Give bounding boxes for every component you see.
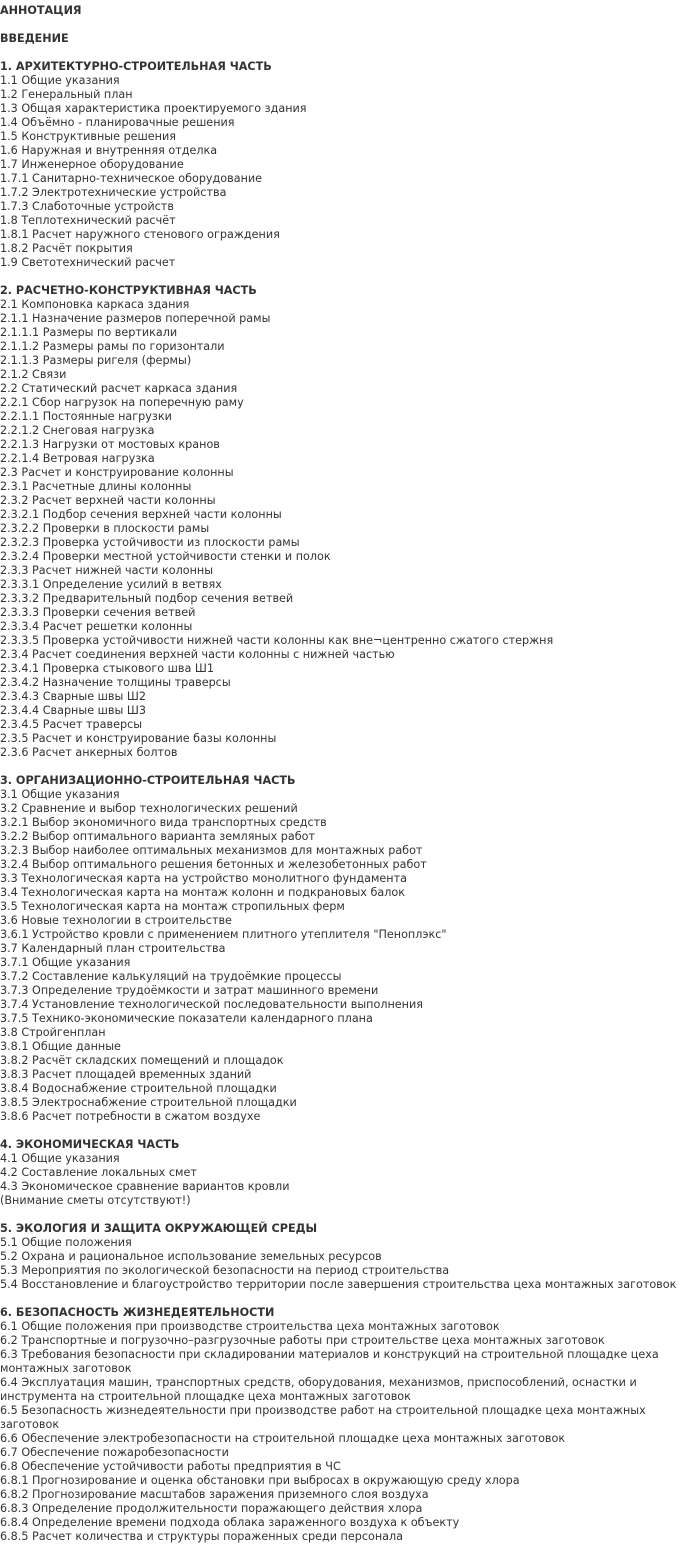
- toc-item: 2.1.1.2 Размеры рамы по горизонтали: [0, 340, 225, 353]
- toc-item: 3.7.2 Составление калькуляций на трудоёмкие процессы: [0, 970, 342, 983]
- toc-item: 2.1.1.1 Размеры по вертикали: [0, 326, 178, 339]
- toc-item: 2.1.1.3 Размеры ригеля (фермы): [0, 354, 192, 367]
- spacer: [0, 18, 700, 32]
- toc-item: (Внимание сметы отсутствуют!): [0, 1194, 191, 1207]
- toc-item: 3.1 Общие указания: [0, 788, 120, 801]
- toc-item: 1.7 Инженерное оборудование: [0, 158, 184, 171]
- toc-item: 3.5 Технологическая карта на монтаж стропильных ферм: [0, 900, 345, 913]
- toc-item: 6.8.2 Прогнозирование масштабов заражения приземного слоя воздуха: [0, 1488, 429, 1501]
- toc-item: 2.3.3.5 Проверка устойчивости нижней части колонны как вне¬центренно сжатого стержня: [0, 634, 554, 647]
- toc-item: 2.2.1.4 Ветровая нагрузка: [0, 452, 155, 465]
- toc-item: 4.1 Общие указания: [0, 1152, 120, 1165]
- toc-section: [0, 60, 700, 270]
- toc-item: 2.3.3.2 Предварительный подбор сечения ветвей: [0, 592, 294, 605]
- toc-item: 3.2.4 Выбор оптимального решения бетонных и железобетонных работ: [0, 858, 427, 871]
- spacer: [0, 1124, 700, 1138]
- toc-item: 2.1.2 Связи: [0, 368, 67, 381]
- toc-item: 2.3.3.4 Расчет решетки колонны: [0, 620, 193, 633]
- spacer: [0, 270, 700, 284]
- toc-item: 3.8.1 Общие данные: [0, 1040, 121, 1053]
- toc-item: 1.7.1 Санитарно-техническое оборудование: [0, 172, 263, 185]
- toc-item: 3.8.2 Расчёт складских помещений и площадок: [0, 1054, 284, 1067]
- toc-item: 2.3.4.5 Расчет траверсы: [0, 718, 143, 731]
- toc-item: 4.3 Экономическое сравнение вариантов кровли: [0, 1180, 290, 1193]
- toc-item: 2.3.3.3 Проверки сечения ветвей: [0, 606, 196, 619]
- toc-item: 1.9 Светотехнический расчет: [0, 256, 176, 269]
- toc-item: 6.7 Обеспечение пожаробезопасности: [0, 1446, 229, 1459]
- section-heading: 3. ОРГАНИЗАЦИОННО-СТРОИТЕЛЬНАЯ ЧАСТЬ: [0, 774, 296, 787]
- toc-item: 2.3.3 Расчет нижней части колонны: [0, 564, 214, 577]
- toc-item: 6.8.1 Прогнозирование и оценка обстановки при выбросах в окружающую среду хлора: [0, 1474, 520, 1487]
- toc-sections: [0, 60, 700, 1544]
- section-heading: 5. ЭКОЛОГИЯ И ЗАЩИТА ОКРУЖАЮЩЕЙ СРЕДЫ: [0, 1222, 318, 1235]
- section-heading: 2. РАСЧЕТНО-КОНСТРУКТИВНАЯ ЧАСТЬ: [0, 284, 257, 297]
- toc-item: 6.1 Общие положения при производстве строительства цеха монтажных заготовок: [0, 1320, 500, 1333]
- toc-item: 2.3.6 Расчет анкерных болтов: [0, 746, 178, 759]
- toc-item: 3.8.5 Электроснабжение строительной площадки: [0, 1096, 297, 1109]
- toc-item: 3.3 Технологическая карта на устройство монолитного фундамента: [0, 872, 407, 885]
- toc-item: 2.3.4.4 Сварные швы Ш3: [0, 704, 146, 717]
- toc-item: 2.2 Статический расчет каркаса здания: [0, 382, 238, 395]
- toc-item: 2.3.2.4 Проверки местной устойчивости стенки и полок: [0, 550, 331, 563]
- toc-item: 1.1 Общие указания: [0, 74, 120, 87]
- toc-item: 2.3.2.3 Проверка устойчивости из плоскости рамы: [0, 536, 300, 549]
- toc-item: 5.3 Мероприятия по экологической безопасности на период строительства: [0, 1264, 450, 1277]
- toc-item: 6.8 Обеспечение устойчивости работы предприятия в ЧС: [0, 1460, 341, 1473]
- toc-item: 3.8.6 Расчет потребности в сжатом воздухе: [0, 1110, 261, 1123]
- spacer: [0, 760, 700, 774]
- toc-section: [0, 1222, 700, 1292]
- toc-item: 6.3 Требования безопасности при складировании материалов и конструкций на строительной площадке цеха монтажных заготовок: [0, 1348, 659, 1375]
- toc-item: 3.6.1 Устройство кровли с применением плитного утеплителя "Пеноплэкс": [0, 928, 447, 941]
- section-heading: 1. АРХИТЕКТУРНО-СТРОИТЕЛЬНАЯ ЧАСТЬ: [0, 60, 272, 73]
- toc-item: 2.2.1.3 Нагрузки от мостовых кранов: [0, 438, 220, 451]
- toc-item: 3.7.5 Технико-экономические показатели календарного плана: [0, 1012, 373, 1025]
- toc-item: 1.8.1 Расчет наружного стенового ограждения: [0, 228, 280, 241]
- toc-item: 1.3 Общая характеристика проектируемого здания: [0, 102, 307, 115]
- spacer: [0, 1292, 700, 1306]
- section-heading: 6. БЕЗОПАСНОСТЬ ЖИЗНЕДЕЯТЕЛЬНОСТИ: [0, 1306, 275, 1319]
- toc-item: 5.4 Восстановление и благоустройство территории после завершения строительства цеха монтажных заготовок: [0, 1278, 677, 1291]
- toc-item: 3.8.3 Расчет площадей временных зданий: [0, 1068, 252, 1081]
- toc-item: 6.8.3 Определение продолжительности поражающего действия хлора: [0, 1502, 423, 1515]
- toc-item: 1.7.3 Слаботочные устройств: [0, 200, 174, 213]
- annotation-heading: АННОТАЦИЯ: [0, 4, 82, 17]
- spacer: [0, 46, 700, 60]
- toc-item: 2.1.1 Назначение размеров поперечной рамы: [0, 312, 271, 325]
- toc-item: 3.7.3 Определение трудоёмкости и затрат машинного времени: [0, 984, 379, 997]
- toc-item: 4.2 Составление локальных смет: [0, 1166, 197, 1179]
- toc-item: 3.7 Календарный план строительства: [0, 942, 226, 955]
- toc-item: 5.2 Охрана и рациональное использование земельных ресурсов: [0, 1250, 382, 1263]
- toc-item: 2.3.1 Расчетные длины колонны: [0, 480, 192, 493]
- toc-item: 1.2 Генеральный план: [0, 88, 133, 101]
- toc-item: 3.7.4 Установление технологической последовательности выполнения: [0, 998, 423, 1011]
- toc-section: [0, 774, 700, 1124]
- toc-item: 2.2.1.2 Снеговая нагрузка: [0, 424, 155, 437]
- toc-item: 2.3.4.1 Проверка стыкового шва Ш1: [0, 662, 214, 675]
- toc-item: 3.2.3 Выбор наиболее оптимальных механизмов для монтажных работ: [0, 844, 423, 857]
- toc-item: 2.3.2 Расчет верхней части колонны: [0, 494, 216, 507]
- toc-item: 6.5 Безопасность жизнедеятельности при производстве работ на строительной площадке цеха монтажных заготовок: [0, 1404, 646, 1431]
- toc-item: 3.8.4 Водоснабжение строительной площадки: [0, 1082, 277, 1095]
- toc-item: 2.3.2.1 Подбор сечения верхней части колонны: [0, 508, 282, 521]
- toc-item: 1.4 Объёмно - планировачные решения: [0, 116, 235, 129]
- toc-item: 2.3 Расчет и конструирование колонны: [0, 466, 234, 479]
- toc-item: 2.3.3.1 Определение усилий в ветвях: [0, 578, 222, 591]
- toc-item: 1.5 Конструктивные решения: [0, 130, 176, 143]
- toc-item: 6.8.4 Определение времени подхода облака зараженного воздуха к объекту: [0, 1516, 460, 1529]
- toc-item: 5.1 Общие положения: [0, 1236, 132, 1249]
- toc-item: 6.4 Эксплуатация машин, транспортных средств, оборудования, механизмов, приспособлений, оснастки и инструмента на строительной площадке цеха монтажных заготовок: [0, 1376, 637, 1403]
- toc-item: 2.3.4.3 Сварные швы Ш2: [0, 690, 146, 703]
- toc-section: [0, 284, 700, 760]
- toc-item: 6.6 Обеспечение электробезопасности на строительной площадке цеха монтажных заготовок: [0, 1432, 566, 1445]
- toc-item: 2.3.4 Расчет соединения верхней части колонны с нижней частью: [0, 648, 395, 661]
- toc-item: 2.3.4.2 Назначение толщины траверсы: [0, 676, 231, 689]
- introduction-heading: ВВЕДЕНИЕ: [0, 32, 69, 45]
- toc-item: 2.3.2.2 Проверки в плоскости рамы: [0, 522, 210, 535]
- toc-item: 3.7.1 Общие указания: [0, 956, 131, 969]
- toc-item: 3.2.2 Выбор оптимального варианта земляных работ: [0, 830, 315, 843]
- toc-item: 2.3.5 Расчет и конструирование базы колонны: [0, 732, 277, 745]
- toc-section: [0, 1306, 700, 1544]
- toc-item: 2.2.1 Сбор нагрузок на поперечную раму: [0, 396, 244, 409]
- toc-item: 6.8.5 Расчет количества и структуры пораженных среди персонала: [0, 1530, 404, 1543]
- toc-item: 6.2 Транспортные и погрузочно–разгрузочные работы при строительстве цеха монтажных заготовок: [0, 1334, 605, 1347]
- toc-item: 3.4 Технологическая карта на монтаж колонн и подкрановых балок: [0, 886, 405, 899]
- toc-item: 3.8 Стройгенплан: [0, 1026, 106, 1039]
- toc-item: 1.6 Наружная и внутренняя отделка: [0, 144, 218, 157]
- spacer: [0, 1208, 700, 1222]
- section-heading: 4. ЭКОНОМИЧЕСКАЯ ЧАСТЬ: [0, 1138, 180, 1151]
- toc-item: 2.1 Компоновка каркаса здания: [0, 298, 190, 311]
- toc-item: 3.6 Новые технологии в строительстве: [0, 914, 232, 927]
- toc-item: 2.2.1.1 Постоянные нагрузки: [0, 410, 172, 423]
- toc-section: [0, 1138, 700, 1208]
- toc-item: 1.8.2 Расчёт покрытия: [0, 242, 133, 255]
- toc-item: 3.2 Сравнение и выбор технологических решений: [0, 802, 298, 815]
- toc-item: 3.2.1 Выбор экономичного вида транспортных средств: [0, 816, 327, 829]
- toc-item: 1.8 Теплотехнический расчёт: [0, 214, 176, 227]
- toc-item: 1.7.2 Электротехнические устройства: [0, 186, 227, 199]
